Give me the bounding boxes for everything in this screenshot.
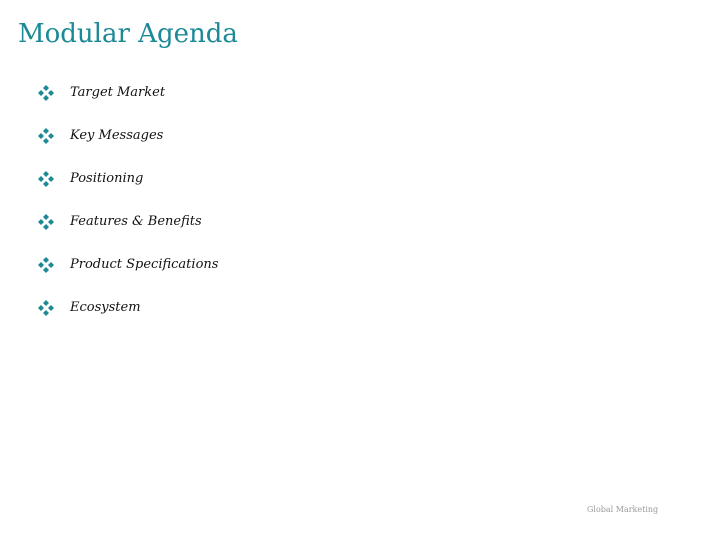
agenda-item-label: Key Messages: [70, 128, 164, 143]
diamond-bullet-icon: [38, 128, 54, 144]
diamond-bullet-icon: [38, 85, 54, 101]
slide-title: Modular Agenda: [18, 19, 238, 49]
agenda-list: [38, 76, 218, 334]
agenda-item-target-market: [38, 76, 218, 119]
diamond-bullet-icon: [38, 300, 54, 316]
agenda-item-label: Features & Benefits: [70, 214, 202, 229]
diamond-bullet-icon: [38, 171, 54, 187]
agenda-item-key-messages: [38, 119, 218, 162]
agenda-item-label: Product Specifications: [70, 257, 219, 272]
agenda-item-label: Positioning: [70, 171, 144, 186]
agenda-item-features-benefits: [38, 205, 218, 248]
agenda-item-ecosystem: [38, 291, 218, 334]
agenda-item-product-specifications: [38, 248, 218, 291]
diamond-bullet-icon: [38, 257, 54, 273]
agenda-item-label: Ecosystem: [70, 300, 141, 315]
footer-text: Global Marketing: [587, 505, 659, 514]
agenda-item-label: Target Market: [70, 85, 166, 100]
agenda-item-positioning: [38, 162, 218, 205]
diamond-bullet-icon: [38, 214, 54, 230]
